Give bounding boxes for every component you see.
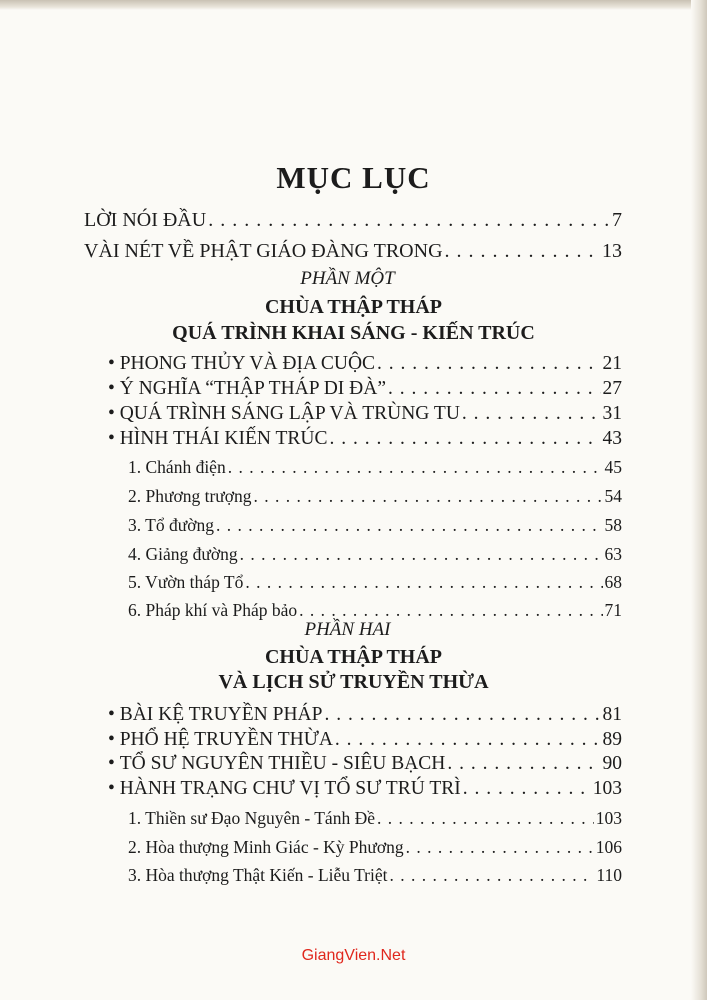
toc-leader [254,486,603,507]
part-two-heading-1: CHÙA THẬP THÁP [264,646,443,668]
toc-entry-title: • PHỔ HỆ TRUYỀN THỪA [108,729,333,751]
toc-entry-page: 63 [604,544,622,564]
toc-leader [462,403,601,425]
toc-entry-page: 106 [595,837,622,857]
toc-entry-title: 5. Vườn tháp Tổ [128,572,244,592]
toc-bullet-entry [108,403,622,425]
toc-entry-title: 2. Hòa thượng Minh Giác - Kỳ Phương [128,837,404,857]
toc-bullet-entry [108,704,622,726]
toc-entry-title: 3. Hòa thượng Thật Kiến - Liễu Triệt [128,865,388,885]
toc-entry-page: 81 [602,704,622,725]
toc-bullet-entry [108,428,622,450]
toc-leader [299,600,602,621]
toc-leader [335,729,601,751]
toc-entry-title: • Ý NGHĨA “THẬP THÁP DI ĐÀ” [108,378,386,400]
toc-leader [228,457,603,478]
toc-leader [216,515,603,536]
part-one-label: PHẦN MỘT [300,268,395,289]
toc-bullet-entry [108,778,622,800]
toc-entry-title: VÀI NÉT VỀ PHẬT GIÁO ĐÀNG TRONG [84,240,443,262]
toc-entry-title: 1. Chánh điện [128,457,226,477]
toc-bullet-entry [108,353,622,375]
toc-sub-entry [128,572,622,593]
toc-entry-title: • HÀNH TRẠNG CHƯ VỊ TỔ SƯ TRÚ TRÌ [108,778,461,800]
toc-leader [406,837,594,858]
toc-entry-page: 103 [595,808,622,828]
toc-sub-entry [128,544,622,565]
toc-entry-page: 110 [596,865,622,885]
toc-leader [330,428,601,450]
toc-entry-page: 68 [604,572,622,592]
toc-entry-page: 90 [602,753,622,774]
toc-leader [245,572,602,593]
toc-entry-page: 21 [602,353,622,374]
toc-bullet-entry [108,378,622,400]
toc-sub-entry [128,837,622,858]
toc-bullet-entry [108,729,622,751]
toc-entry-title: 1. Thiền sư Đạo Nguyên - Tánh Đề [128,808,375,828]
toc-leader [445,240,600,263]
toc-entry-page: 7 [612,209,622,231]
toc-entry-page: 103 [592,778,622,799]
part-two-heading-2: VÀ LỊCH SỬ TRUYỀN THỪA [218,671,489,693]
toc-entry-title: 6. Pháp khí và Pháp bảo [128,600,298,620]
toc-entry-page: 13 [602,240,622,262]
toc-sub-entry [128,515,622,536]
toc-entry-title: • BÀI KỆ TRUYỀN PHÁP [108,704,322,726]
toc-entry-title: 3. Tổ đường [128,515,214,535]
toc-entry-page: 45 [604,457,622,477]
part-one-heading-1: CHÙA THẬP THÁP [264,296,443,318]
toc-leader [447,753,600,775]
toc-sub-entry [128,457,622,478]
toc-sub-entry [128,865,622,886]
toc-leader [463,778,591,800]
part-two-label: PHẦN HAI [304,619,391,640]
toc-leader [388,378,601,400]
toc-entry [84,240,622,263]
toc-entry-title: LỜI NÓI ĐẦU [84,209,207,231]
toc-entry-title: • TỔ SƯ NGUYÊN THIỀU - SIÊU BẠCH [108,753,445,775]
toc-leader [390,865,595,886]
toc-entry-page: 27 [602,378,622,399]
toc-entry-page: 31 [602,403,622,424]
toc-leader [324,704,600,726]
toc-bullet-entry [108,753,622,775]
toc-leader [377,808,594,829]
toc-sub-entry [128,486,622,507]
toc-entry-page: 58 [604,515,622,535]
toc-entry-title: 4. Giảng đường [128,544,238,564]
toc-sub-entry [128,808,622,829]
toc-leader [208,209,610,232]
toc-entry-page: 89 [602,729,622,750]
part-one-heading-2: QUÁ TRÌNH KHAI SÁNG - KIẾN TRÚC [172,322,535,344]
toc-leader [240,544,603,565]
toc-entry-title: • PHONG THỦY VÀ ĐỊA CUỘC [108,353,375,375]
page-top-edge [0,0,707,10]
toc-leader [377,353,600,375]
toc-sub-entry [128,600,622,621]
toc-entry [84,209,622,232]
toc-entry-page: 71 [604,600,622,620]
toc-entry-page: 54 [604,486,622,506]
toc-entry-page: 43 [602,428,622,449]
page-right-edge [691,0,707,1000]
toc-entry-title: 2. Phương trượng [128,486,252,506]
toc-entry-title: • QUÁ TRÌNH SÁNG LẬP VÀ TRÙNG TU [108,403,460,425]
watermark-link[interactable]: GiangVien.Net [301,947,406,964]
toc-entry-title: • HÌNH THÁI KIẾN TRÚC [108,428,328,450]
page-title: MỤC LỤC [276,160,431,195]
